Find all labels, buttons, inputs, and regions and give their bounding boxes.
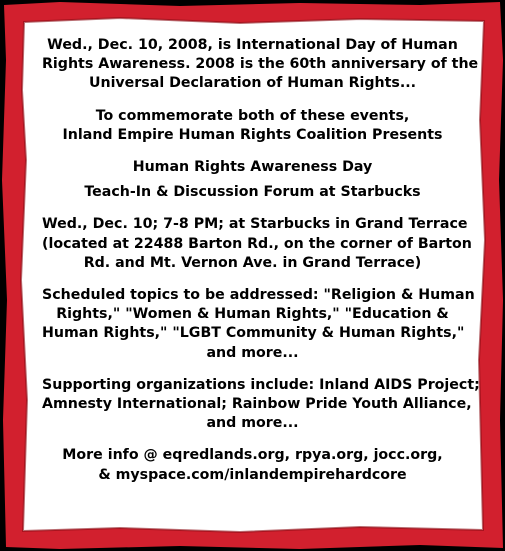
topics-paragraph	[42, 286, 475, 363]
intro-line: Wed., Dec. 10, 2008, is International Day of Human	[47, 37, 458, 53]
topics-line: Scheduled topics to be addressed: "Religion & Human	[42, 287, 475, 304]
supporters-paragraph	[42, 376, 480, 434]
more-info-line: More info @ eqredlands.org, rpya.org, jocc.org,	[62, 447, 443, 464]
supporters-line: Supporting organizations include: Inland AIDS Project;	[42, 376, 480, 393]
topics-line: and more...	[206, 344, 299, 361]
intro-line: Rights Awareness. 2008 is the 60th anniversary of the	[42, 56, 479, 73]
more-info-line: & myspace.com/inlandempirehardcore	[98, 466, 407, 483]
schedule-line: Rd. and Mt. Vernon Ave. in Grand Terrace)	[83, 254, 422, 271]
intro-paragraph	[42, 36, 479, 94]
schedule-line: (located at 22488 Barton Rd., on the corner of Barton	[42, 235, 472, 252]
topics-line: Human Rights," "LGBT Community & Human Rights,"	[42, 325, 465, 342]
more-info-paragraph	[42, 446, 463, 484]
schedule-paragraph	[42, 215, 472, 273]
schedule-line: Wed., Dec. 10; 7-8 PM; at Starbucks in Grand Terrace	[42, 216, 468, 233]
supporters-line: and more...	[206, 415, 299, 432]
flyer-text	[42, 36, 480, 485]
commemorate-line: To commemorate both of these events,	[95, 107, 410, 124]
commemorate-paragraph	[42, 107, 463, 145]
supporters-line: Amnesty International; Rainbow Pride Youth Alliance,	[42, 396, 472, 413]
event-title: Human Rights Awareness Day	[132, 159, 373, 176]
commemorate-line: Inland Empire Human Rights Coalition Presents	[62, 126, 443, 143]
event-heading	[42, 158, 463, 202]
intro-line: Universal Declaration of Human Rights...	[88, 75, 417, 92]
topics-line: Rights," "Women & Human Rights," "Education &	[56, 306, 449, 323]
event-subtitle: Teach-In & Discussion Forum at Starbucks	[84, 184, 421, 201]
